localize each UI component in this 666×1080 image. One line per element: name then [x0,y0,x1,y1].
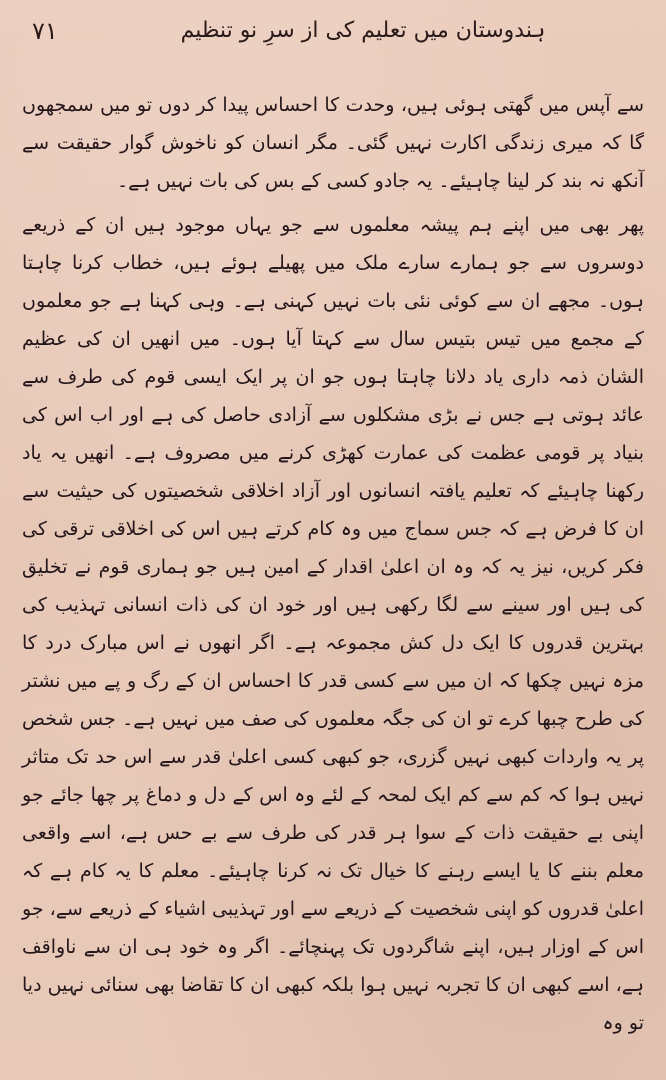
page-header [18,14,648,54]
paragraph-1: سے آپس میں گھتی ہوئی ہیں، وحدت کا احساس پیدا کر دوں تو میں سمجھوں گا کہ میری زندگی اکارت نہیں گئی۔ مگر انسان کو ناخوش گوار حقیقت سے آنکھ نہ بند کر لینا چاہیئے۔ یہ جادو کسی کے بس کی بات نہیں ہے۔ [22,94,644,192]
page-number: ۷۱ [32,17,58,45]
body-text [22,86,644,1042]
running-title: ہندوستان میں تعلیم کی از سرِ نو تنظیم [180,18,546,43]
paragraph-2: پھر بھی میں اپنے ہم پیشہ معلموں سے جو یہاں موجود ہیں ان کے ذریعے دوسروں سے جو ہمارے سارے ملک میں پھیلے ہوئے ہیں، خطاب کرنا چاہتا ہوں۔ مجھے ان سے کوئی نئی بات نہیں کہنی ہے۔ وہی کہنا ہے جو معلموں کے مجمع میں تیس بتیس سال سے کہتا آیا ہوں۔ میں انھیں ان کی عظیم الشان ذمہ داری یاد دلانا چاہتا ہوں جو ان پر ایک ایسی قوم کی طرف سے عائد ہوتی ہے جس نے بڑی مشکلوں سے آزادی حاصل کی ہے اور اب اس کی بنیاد پر قومی عظمت کی عمارت کھڑی کرنے میں مصروف ہے۔ انھیں یہ یاد رکھنا چاہیئے کہ تعلیم یافتہ انسانوں اور آزاد اخلاقی شخصیتوں کی حیثیت سے ان کا فرض ہے کہ جس سماج میں وہ کام کرتے ہیں اس کی اخلاقی ترقی کی فکر کریں، نیز یہ کہ وہ ان اعلیٰ اقدار کے امین ہیں جو ہماری قوم نے تخلیق کی ہیں اور سینے سے لگا رکھی ہیں اور خود ان کی ذات انسانی تہذیب کی بہترین قدروں کا ایک دل کش مجموعہ ہے۔ اگر انھوں نے اس مبارک درد کا مزہ نہیں چکھا کہ ان میں سے کسی قدر کا احساس ان کے رگ و پے میں نشتر کی طرح چبھا کرے تو ان کی جگہ معلموں کی صف میں نہیں ہے۔ جس شخص پر یہ واردات کبھی نہیں گزری، جو کبھی کسی اعلیٰ قدر سے اس حد تک متاثر نہیں ہوا کہ کم سے کم ایک لمحہ کے لئے وہ اس کے دل و دماغ پر چھا جائے جو اپنی بے حقیقت ذات کے سوا ہر قدر کی طرف سے بے حس ہے، اسے واقعی معلم بننے کا یا ایسے رہنے کا خیال تک نہ کرنا چاہیئے۔ معلم کا یہ کام ہے کہ اعلیٰ قدروں کو اپنی شخصیت کے ذریعے سے اور تہذیبی اشیاء کے ذریعے سے، جو اس کے اوزار ہیں، اپنے شاگردوں تک پہنچائے۔ اگر وہ خود ہی ان سے ناواقف ہے، اسے کبھی ان کا تجربہ نہیں ہوا بلکہ کبھی ان کا تقاضا بھی سنائی نہیں دیا تو وہ [22,214,644,1034]
